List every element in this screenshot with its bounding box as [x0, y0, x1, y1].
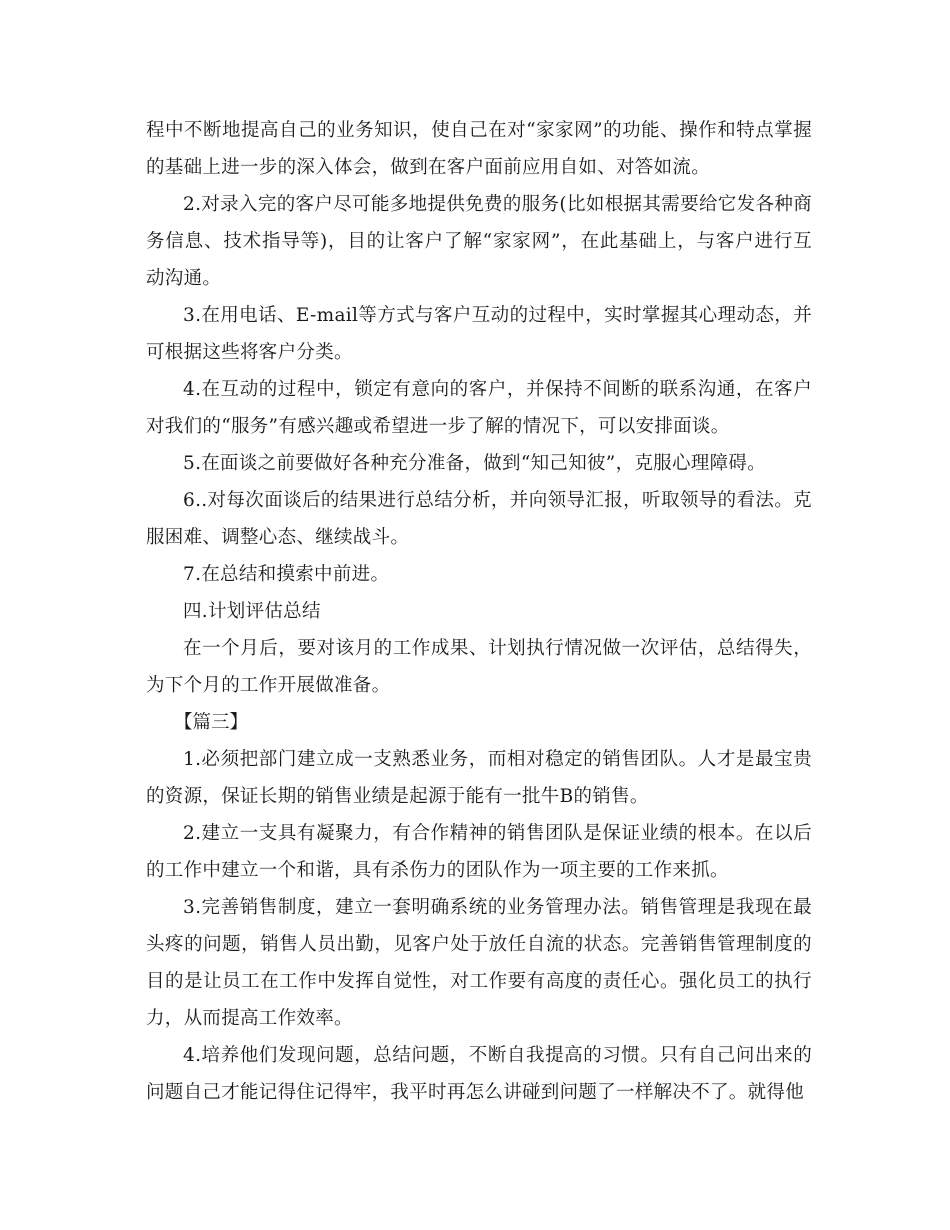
paragraph-item-2: 2.对录入完的客户尽可能多地提供免费的服务(比如根据其需要给它发各种商务信息、技术指导等)，目的让客户了解“家家网”，在此基础上，与客户进行互动沟通。 — [146, 194, 812, 289]
paragraph-part3-item-4: 4.培养他们发现问题，总结问题，不断自我提高的习惯。只有自己问出来的问题自己才能记得住记得牢，我平时再怎么讲碰到问题了一样解决不了。就得他 — [146, 1045, 812, 1103]
paragraph-item-3: 3.在用电话、E-mail等方式与客户互动的过程中，实时掌握其心理动态，并可根据这些将客户分类。 — [146, 305, 812, 363]
paragraph-item-4: 4.在互动的过程中，锁定有意向的客户，并保持不间断的联系沟通，在客户对我们的“服务”有感兴趣或希望进一步了解的情况下，可以安排面谈。 — [146, 379, 812, 437]
paragraph-item-5: 5.在面谈之前要做好各种充分准备，做到“知己知彼”，克服心理障碍。 — [183, 453, 766, 474]
section-heading-part-three: 【篇三】 — [174, 712, 249, 733]
paragraph-evaluation: 在一个月后，要对该月的工作成果、计划执行情况做一次评估，总结得失，为下个月的工作开展做准备。 — [146, 638, 812, 696]
paragraph-continuation: 程中不断地提高自己的业务知识，使自己在对“家家网”的功能、操作和特点掌握的基础上进一步的深入体会，做到在客户面前应用自如、对答如流。 — [146, 120, 812, 178]
paragraph-item-7: 7.在总结和摸索中前进。 — [183, 564, 390, 585]
paragraph-part3-item-3: 3.完善销售制度，建立一套明确系统的业务管理办法。销售管理是我现在最头疼的问题，销售人员出勤，见客户处于放任自流的状态。完善销售管理制度的目的是让员工在工作中发挥自觉性，对工作要有高度的责任心。强化员工的执行力，从而提高工作效率。 — [146, 897, 812, 1029]
paragraph-item-6: 6..对每次面谈后的结果进行总结分析，并向领导汇报，听取领导的看法。克服困难、调整心态、继续战斗。 — [146, 490, 812, 548]
paragraph-part3-item-2: 2.建立一支具有凝聚力，有合作精神的销售团队是保证业绩的根本。在以后的工作中建立一个和谐，具有杀伤力的团队作为一项主要的工作来抓。 — [146, 823, 812, 881]
paragraph-part3-item-1: 1.必须把部门建立成一支熟悉业务，而相对稳定的销售团队。人才是最宝贵的资源，保证长期的销售业绩是起源于能有一批牛B的销售。 — [146, 749, 812, 807]
document-body — [146, 112, 812, 1111]
section-heading-plan-evaluation: 四.计划评估总结 — [183, 601, 321, 622]
